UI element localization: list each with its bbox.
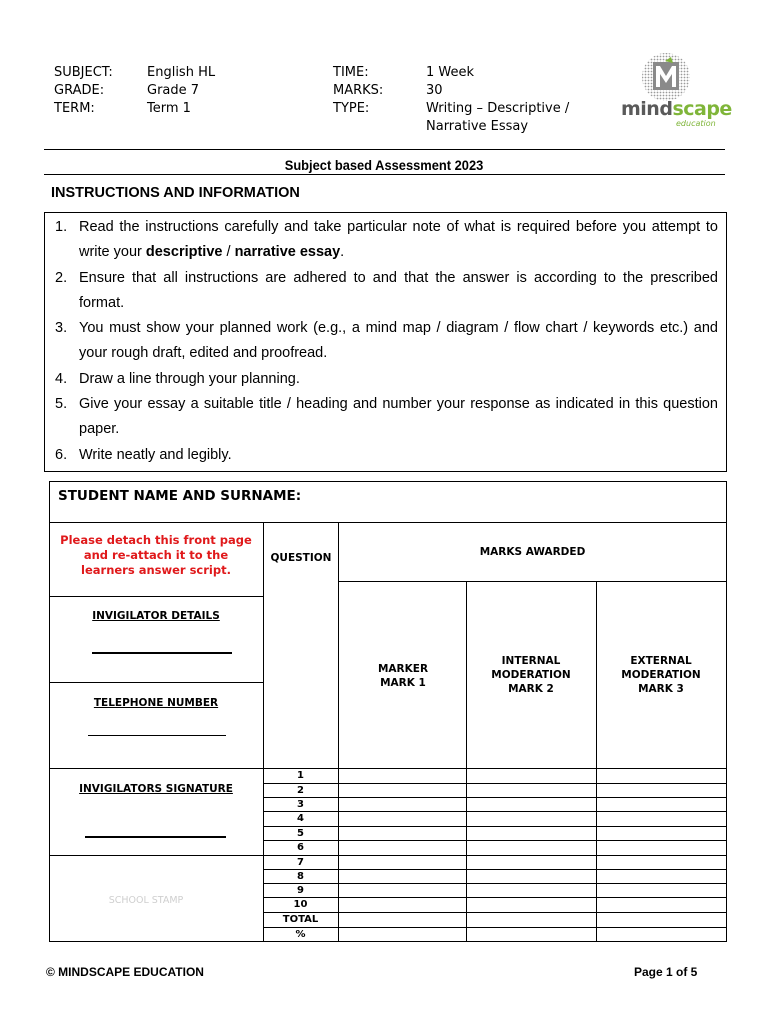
assessment-title: Subject based Assessment 2023 [284,157,484,173]
invigilator-details-label: INVIGILATOR DETAILS [92,610,220,622]
student-name-label: STUDENT NAME AND SURNAME: [58,488,302,504]
marks-label: MARKS: [333,83,384,98]
subject-value: English HL [147,65,216,80]
grade-value: Grade 7 [147,83,200,98]
type-value: Writing – Descriptive / [426,101,570,116]
invigilator-details-line[interactable] [92,652,232,654]
mindscape-logo-wordmark: mindscape [621,98,732,120]
question-row-number: 9 [297,885,304,896]
header-divider-top [44,149,725,150]
mindscape-logo-icon [641,52,691,102]
question-row-number: 5 [297,828,304,839]
instruction-item: 6. Write neatly and legibly. [55,446,232,463]
form-rule [596,581,597,942]
time-value: 1 Week [426,65,475,80]
external-moderation-header: EXTERNAL MODERATION MARK 3 [621,655,701,695]
grade-label: GRADE: [54,83,105,98]
term-value: Term 1 [147,101,191,116]
footer-page-number: Page 1 of 5 [634,965,698,979]
time-label: TIME: [333,65,369,80]
marks-awarded-header: MARKS AWARDED [479,546,586,558]
marker-mark-header: MARKER MARK 1 [377,663,429,689]
form-rule [49,522,727,523]
header-divider-bottom [44,174,725,175]
question-row-number: 8 [297,871,304,882]
form-rule [49,855,263,856]
instruction-item: 4. Draw a line through your planning. [55,370,300,387]
form-rule [338,581,727,582]
type-value-line2: Narrative Essay [426,119,529,134]
form-rule [466,581,467,942]
form-rule [338,522,339,942]
question-row-number: 7 [297,857,304,868]
instruction-item: 2. Ensure that all instructions are adhered to and that the answer is according to the prescribed format. [55,269,718,311]
marks-value: 30 [426,83,443,98]
form-rule [49,768,727,769]
instruction-item: 1. Read the instructions carefully and take particular note of what is required before you attempt to write your descriptive / narrative essay. [55,219,718,261]
student-name-field[interactable] [340,484,720,518]
instruction-item: 5. Give your essay a suitable title / heading and number your response as indicated in this question paper. [55,396,718,438]
internal-moderation-header: INTERNAL MODERATION MARK 2 [491,655,571,695]
question-row-number: 6 [297,842,304,853]
school-stamp-label: SCHOOL STAMP [108,895,184,906]
question-row-number: 10 [293,899,308,910]
signature-line[interactable] [85,836,226,838]
signature-label: INVIGILATORS SIGNATURE [79,783,233,795]
question-row-number: 2 [297,785,304,796]
instructions-box [44,212,727,472]
question-row-number: 3 [297,799,304,810]
question-row-number: 1 [297,770,304,781]
question-row-number: 4 [297,813,304,824]
form-rule [49,682,263,683]
form-rule [49,596,263,597]
telephone-line[interactable] [88,735,226,736]
instruction-item: 3. You must show your planned work (e.g., a mind map / diagram / flow chart / keywords etc.) and your rough draft, edited and proofread. [55,320,718,362]
subject-label: SUBJECT: [54,65,113,80]
footer-copyright: © MINDSCAPE EDUCATION [46,965,204,979]
question-header: QUESTION [270,552,332,564]
mindscape-logo-tagline: education [676,119,716,128]
instructions-heading: INSTRUCTIONS AND INFORMATION [51,185,300,201]
question-row-number: % [295,929,306,940]
question-row-number: TOTAL [282,914,319,925]
detach-note: Please detach this front page and re-attach it to the learners answer script. [60,533,252,577]
term-label: TERM: [54,101,95,116]
instructions-list [45,215,726,468]
type-label: TYPE: [333,101,370,116]
telephone-label: TELEPHONE NUMBER [93,697,219,709]
